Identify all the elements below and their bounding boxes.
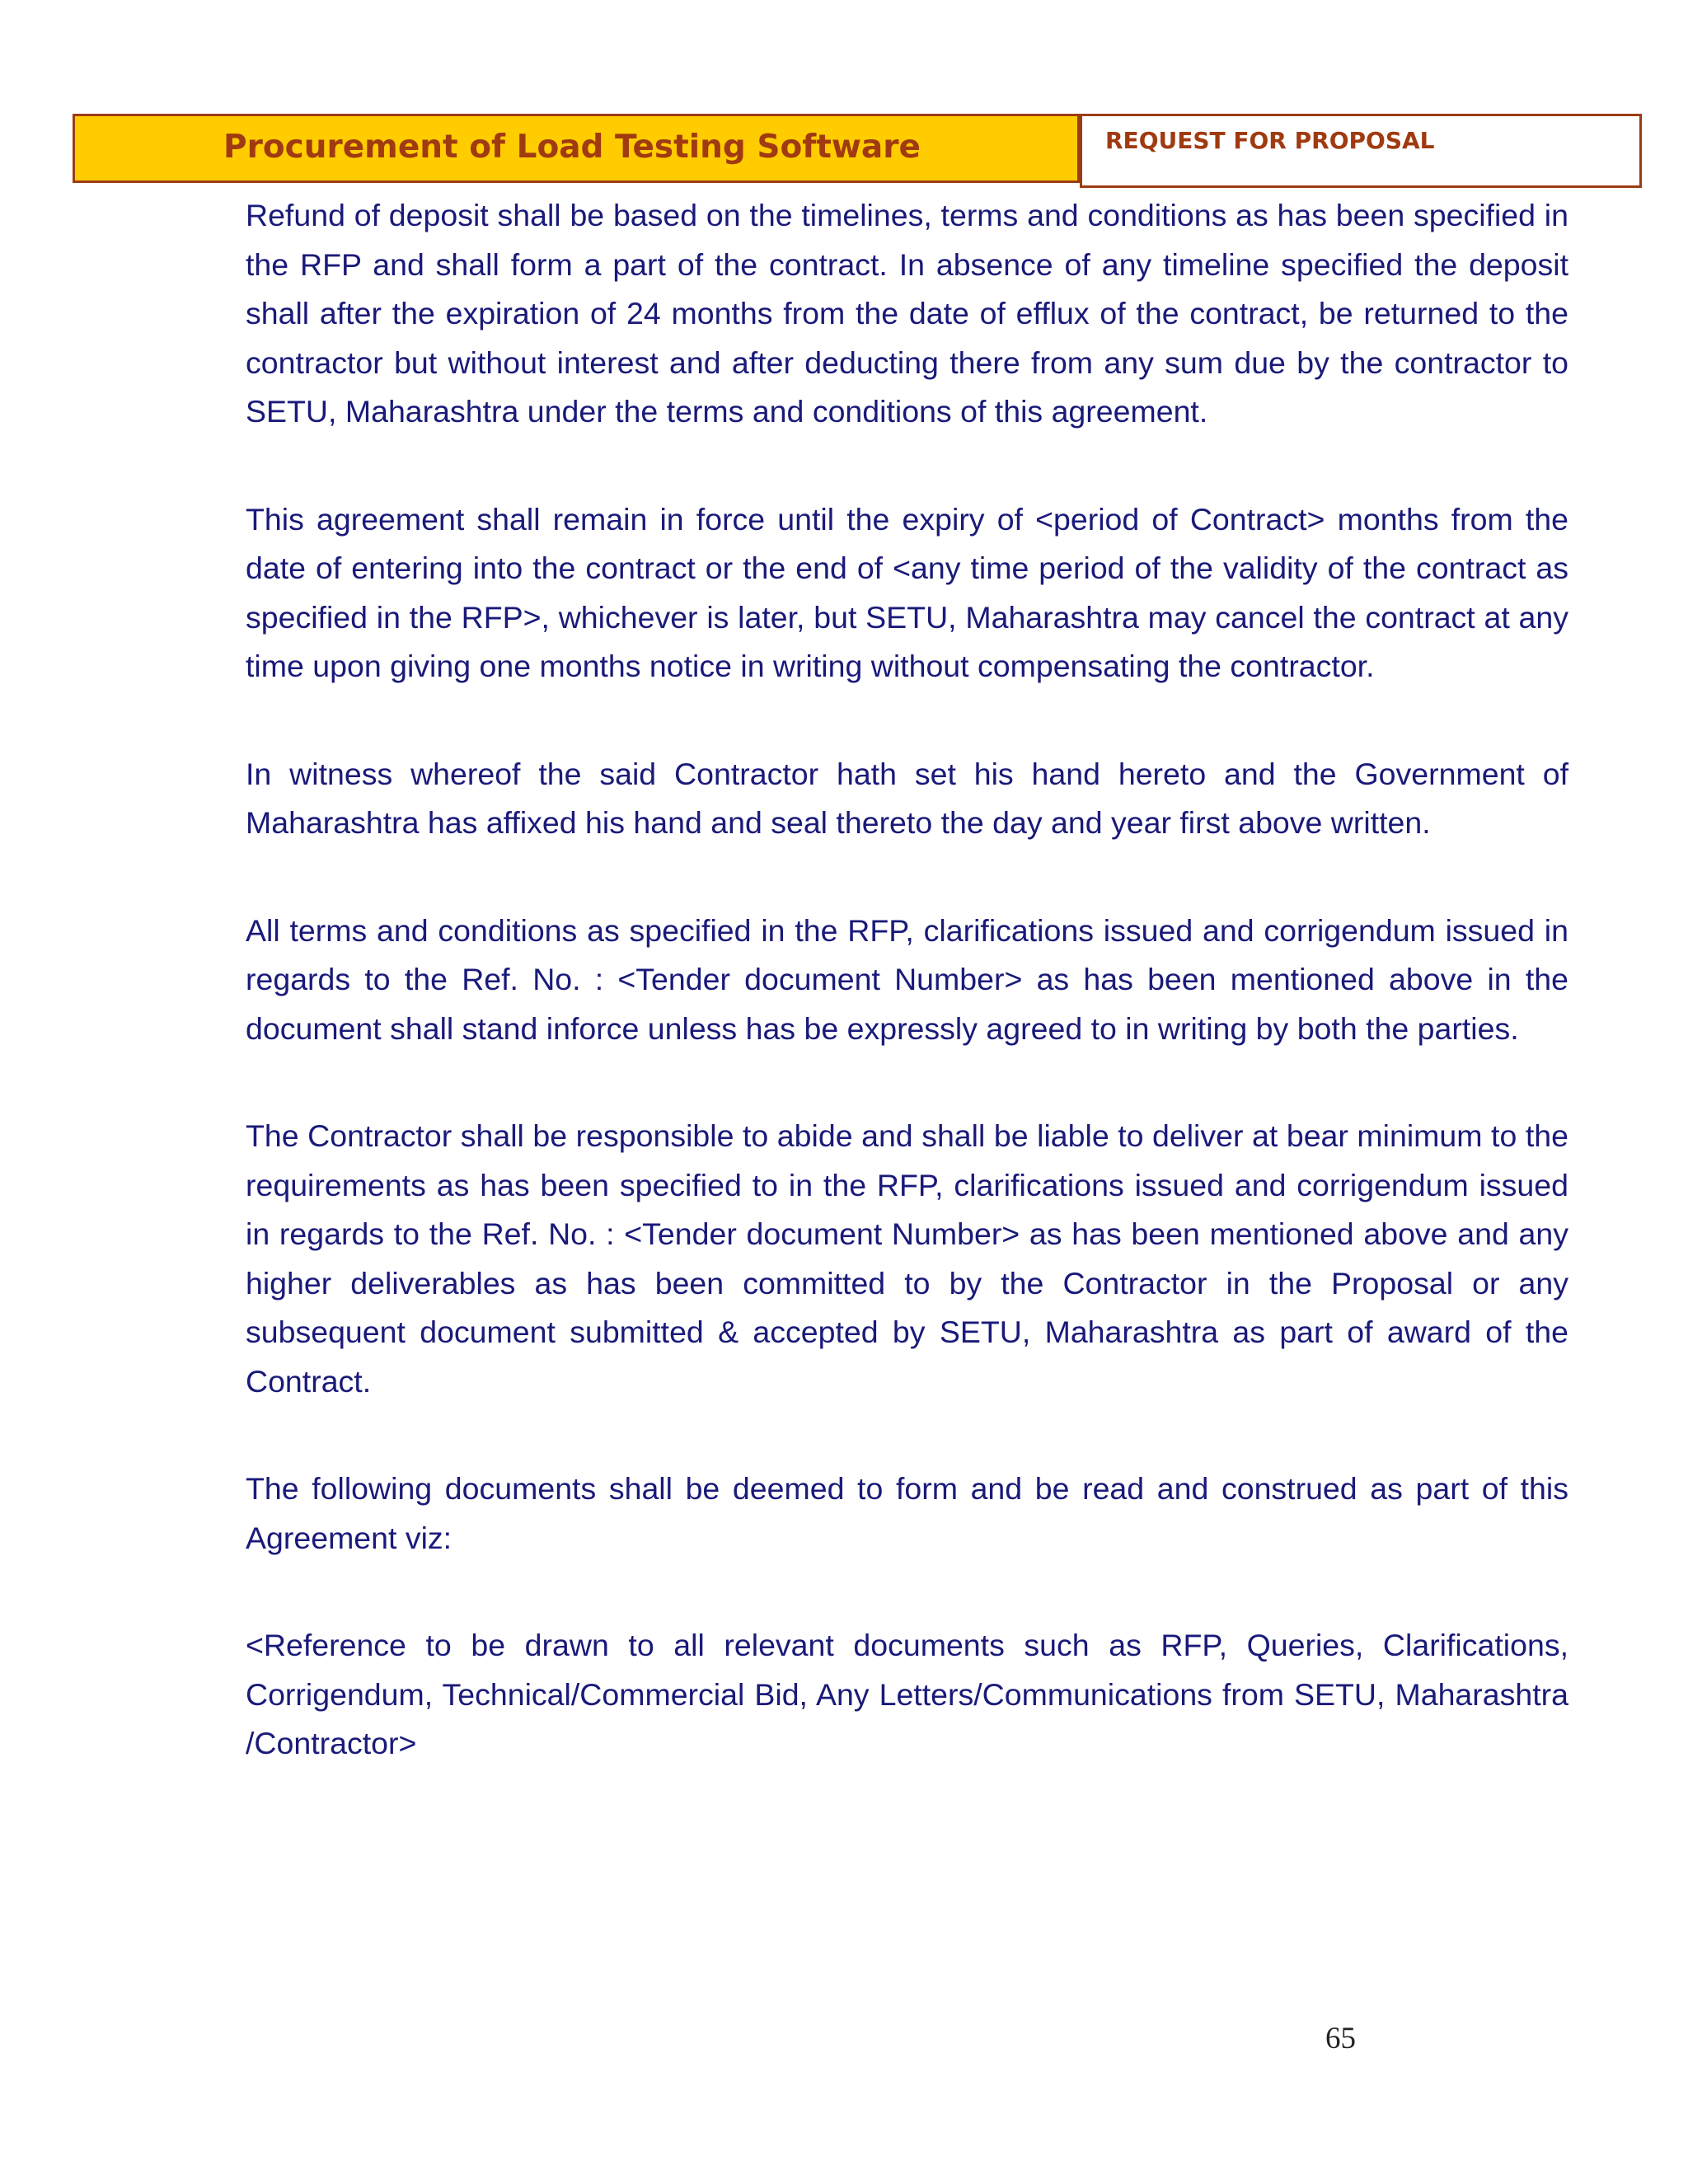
document-body [246,191,1568,1827]
paragraph-contractor-responsibility: The Contractor shall be responsible to abide and shall be liable to deliver at bear minimum to the requirements as has been specified to in the RFP, clarifications issued and corrigendum issued in regards to the Ref. No. : <Tender document Number> as has been mentioned above and any higher deliverables as has been committed to by the Contractor in the Proposal or any subsequent document submitted & accepted by SETU, Maharashtra as part of award of the Contract. [246,1118,1568,1399]
paragraph-terms-and-conditions: All terms and conditions as specified in the RFP, clarifications issued and corrigendum issued in regards to the Ref. No. : <Tender document Number> as has been mentioned above in the document shall stand inforce unless has be expressly agreed to in writing by both the parties. [246,912,1568,1046]
header-title: Procurement of Load Testing Software [223,129,921,166]
header-label: REQUEST FOR PROPOSAL [1105,127,1435,154]
paragraph-reference-documents: <Reference to be drawn to all relevant documents such as RFP, Queries, Clarifications, Corrigendum, Technical/Commercial Bid, Any Letters/Communications from SETU, Maharashtra /Contractor> [246,1628,1568,1760]
header-title-box [73,114,1080,183]
paragraph-refund-of-deposit: Refund of deposit shall be based on the timelines, terms and conditions as has been specified in the RFP and shall form a part of the contract. In absence of any timeline specified the deposit shall after the expiration of 24 months from the date of efflux of the contract, be returned to the contractor but without interest and after deducting there from any sum due by the contractor to SETU, Maharashtra under the terms and conditions of this agreement. [246,198,1568,429]
header-label-box [1080,114,1642,188]
paragraph-witness: In witness whereof the said Contractor hath set his hand hereto and the Government of Maharashtra has affixed his hand and seal thereto the day and year first above written. [246,756,1568,840]
paragraph-agreement-term: This agreement shall remain in force until the expiry of <period of Contract> months from the date of entering into the contract or the end of <any time period of the validity of the contract as specified in the RFP>, whichever is later, but SETU, Maharashtra may cancel the contract at any time upon giving one months notice in writing without compensating the contractor. [246,501,1568,683]
page-number: 65 [1325,2022,1356,2055]
paragraph-agreement-documents: The following documents shall be deemed to form and be read and construed as part of this Agreement viz: [246,1471,1568,1555]
